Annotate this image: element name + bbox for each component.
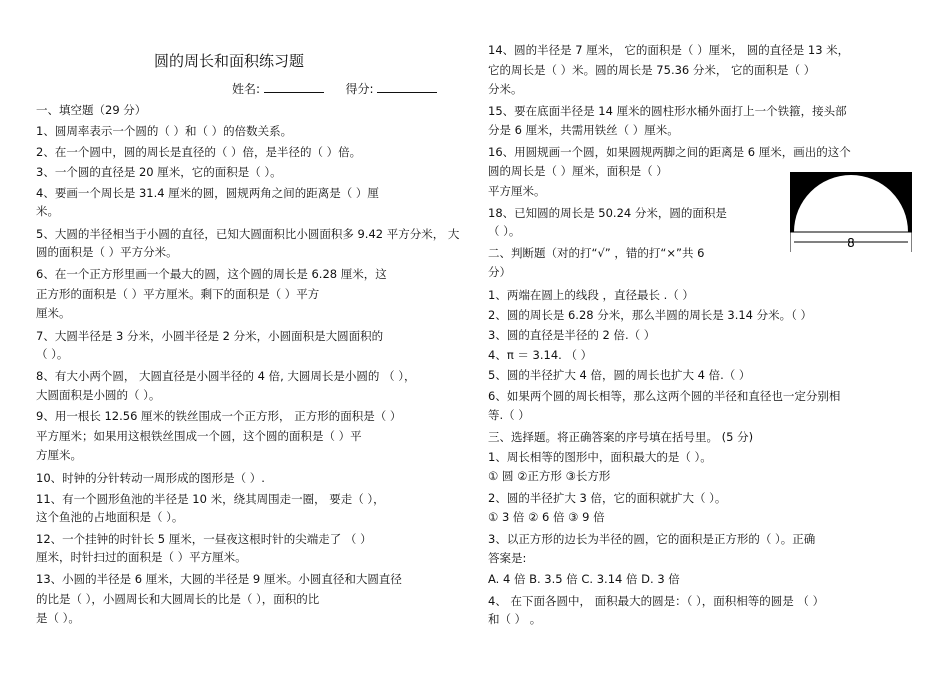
- left-line-13: 8、有大小两个圆， 大圆直径是小圆半径的 4 倍, 大圆周长是小圆的 （ ），: [36, 369, 416, 383]
- left-line-21: 12、一个挂钟的时针长 5 厘米，一昼夜这根时针的尖端走了 （ ）: [36, 532, 372, 546]
- right-line-28: 和（ ） 。: [488, 612, 542, 626]
- left-line-6: 5、大圆的半径相当于小圆的直径，已知大圆面积比小圆面积多 9.42 平方分米， 大: [36, 227, 460, 241]
- left-line-24: 的比是（ ），小圆周长和大圆周长的比是（ ），面积的比: [36, 592, 320, 606]
- left-line-19: 11、有一个圆形鱼池的半径是 10 米，绕其周围走一圈， 要走（ ），: [36, 492, 385, 506]
- right-line-1: 它的周长是（ ）米。圆的周长是 75.36 分米， 它的面积是（ ）: [488, 63, 816, 77]
- semicircle-diagram: [790, 172, 912, 252]
- right-line-18: 等.（ ）: [488, 408, 530, 422]
- left-line-1: 1、圆周率表示一个圆的（ ）和（ ）的倍数关系。: [36, 124, 293, 138]
- left-line-23: 13、小圆的半径是 6 厘米，大圆的半径是 9 厘米。小圆直径和大圆直径: [36, 572, 402, 586]
- right-line-11: 分）: [488, 265, 511, 279]
- right-line-22: 2、圆的半径扩大 3 倍，它的面积就扩大（ ）。: [488, 491, 727, 505]
- left-line-7: 圆的面积是（ ）平方分米。: [36, 245, 178, 259]
- right-line-14: 3、圆的直径是半径的 2 倍.（ ）: [488, 328, 656, 342]
- right-line-6: 圆的周长是（ ）厘米，面积是（ ）: [488, 164, 668, 178]
- right-line-27: 4、 在下面各圆中， 面积最大的圆是：（ ），面积相等的圆是 （ ）: [488, 594, 825, 608]
- right-line-9: （ ）。: [488, 224, 521, 238]
- left-line-3: 3、一个圆的直径是 20 厘米，它的面积是（ ）。: [36, 165, 282, 179]
- figure-diameter-label: 8: [847, 236, 855, 250]
- left-line-17: 方厘米。: [36, 448, 82, 462]
- left-line-8: 6、在一个正方形里画一个最大的圆，这个圆的周长是 6.28 厘米，这: [36, 267, 387, 281]
- left-line-9: 正方形的面积是（ ）平方厘米。剩下的面积是（ ）平方: [36, 287, 320, 301]
- left-line-12: （ ）。: [36, 347, 69, 361]
- right-line-13: 2、圆的周长是 6.28 分米，那么半圆的周长是 3.14 分米。（ ）: [488, 308, 813, 322]
- right-line-12: 1、两端在圆上的线段 ，直径最长 .（ ）: [488, 288, 694, 302]
- right-line-4: 分是 6 厘米，共需用铁丝（ ）厘米。: [488, 123, 679, 137]
- left-line-16: 平方厘米；如果用这根铁丝围成一个圆，这个圆的面积是（ ）平: [36, 429, 362, 443]
- right-line-0: 14、圆的半径是 7 厘米， 它的面积是（ ）厘米， 圆的直径是 13 米，: [488, 43, 850, 57]
- semicircle-figure: [790, 172, 912, 252]
- left-line-15: 9、用一根长 12.56 厘米的铁丝围成一个正方形， 正方形的面积是（ ）: [36, 409, 402, 423]
- left-line-25: 是（ ）。: [36, 611, 80, 625]
- left-line-2: 2、在一个圆中，圆的周长是直径的（ ）倍，是半径的（ ）倍。: [36, 145, 362, 159]
- right-line-26: A. 4 倍 B. 3.5 倍 C. 3.14 倍 D. 3 倍: [488, 572, 680, 586]
- right-line-5: 16、用圆规画一个圆，如果圆规两脚之间的距离是 6 厘米，画出的这个: [488, 145, 851, 159]
- left-line-22: 厘米，时针扫过的面积是（ ）平方厘米。: [36, 550, 247, 564]
- right-line-25: 答案是:: [488, 551, 527, 565]
- worksheet-title: 圆的周长和面积练习题: [154, 52, 305, 70]
- left-line-18: 10、时钟的分针转动一周形成的图形是（ ）.: [36, 471, 265, 485]
- name-blank: [264, 81, 324, 93]
- right-line-10: 二、判断题（对的打“√” ，错的打“×”共 6: [488, 246, 705, 260]
- score-label: 得分:: [345, 82, 374, 96]
- score-blank: [377, 81, 437, 93]
- left-line-14: 大圆面积是小圆的（ ）。: [36, 388, 161, 402]
- right-line-8: 18、已知圆的周长是 50.24 分米，圆的面积是: [488, 206, 727, 220]
- right-line-15: 4、π ＝ 3.14. （ ）: [488, 348, 593, 362]
- left-line-10: 厘米。: [36, 306, 71, 320]
- left-line-4: 4、要画一个周长是 31.4 厘米的圆，圆规两角之间的距离是（ ）厘: [36, 186, 379, 200]
- right-line-19: 三、选择题。将正确答案的序号填在括号里。 (5 分): [488, 430, 754, 444]
- left-line-0: 一、填空题（29 分）: [36, 103, 147, 117]
- right-line-2: 分米。: [488, 82, 523, 96]
- left-line-20: 这个鱼池的占地面积是（ ）。: [36, 510, 184, 524]
- right-line-23: ① 3 倍 ② 6 倍 ③ 9 倍: [488, 510, 605, 524]
- right-line-17: 6、如果两个圆的周长相等，那么这两个圆的半径和直径也一定分别相: [488, 389, 841, 403]
- name-label: 姓名:: [232, 82, 261, 96]
- right-line-20: 1、周长相等的图形中，面积最大的是（ ）。: [488, 450, 712, 464]
- right-line-3: 15、要在底面半径是 14 厘米的圆柱形水桶外面打上一个铁箍，接头部: [488, 104, 847, 118]
- right-line-21: ① 圆 ②正方形 ③长方形: [488, 469, 611, 483]
- left-line-5: 米。: [36, 204, 59, 218]
- name-score-bar: [232, 80, 437, 97]
- left-line-11: 7、大圆半径是 3 分米，小圆半径是 2 分米，小圆面积是大圆面积的: [36, 329, 384, 343]
- right-line-16: 5、圆的半径扩大 4 倍，圆的周长也扩大 4 倍.（ ）: [488, 368, 751, 382]
- right-line-24: 3、以正方形的边长为半径的圆，它的面积是正方形的（ ）。正确: [488, 532, 816, 546]
- right-line-7: 平方厘米。: [488, 184, 546, 198]
